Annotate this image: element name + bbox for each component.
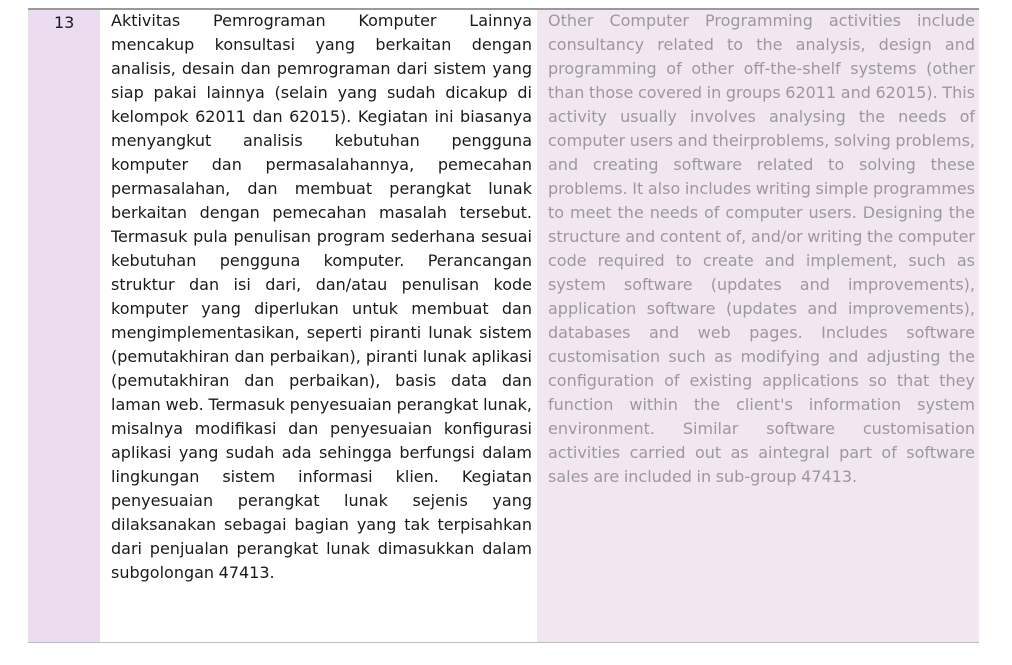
- indonesian-description-text: Aktivitas Pemrograman Komputer Lainnya mencakup konsultasi yang berkaitan dengan analisis, desain dan pemrograman dari sistem yang siap pakai lainnya (selain yang sudah dicakup di kelompok 62011 dan 62015). Kegiatan ini biasanya menyangkut analisis kebutuhan pengguna komputer dan permasalahannya, pemecahan permasalahan, dan membuat perangkat lunak berkaitan dengan pemecahan masalah tersebut. Termasuk pula penulisan program sederhana sesuai kebutuhan pengguna komputer. Perancangan struktur dan isi dari, dan/atau penulisan kode komputer yang diperlukan untuk membuat dan mengimplementasikan, seperti piranti lunak sistem (pemutakhiran dan perbaikan), piranti lunak aplikasi (pemutakhiran dan perbaikan), basis data dan laman web. Termasuk penyesuaian perangkat lunak, misalnya modifikasi dan penyesuaian konfigurasi aplikasi yang sudah ada sehingga berfungsi dalam lingkungan sistem informasi klien. Kegiatan penyesuaian perangkat lunak sejenis yang dilaksanakan sebagai bagian yang tak terpisahkan dari penjualan perangkat lunak dimasukkan dalam subgolongan 47413.: [111, 11, 532, 582]
- english-description-text: Other Computer Programming activities include consultancy related to the analysis, design and programming of other off-the-shelf systems (other than those covered in groups 62011 and 62015). This activity usually involves analysing the needs of computer users and theirproblems, solving problems, and creating software related to solving these problems. It also includes writing simple programmes to meet the needs of computer users. Designing the structure and content of, and/or writing the computer code required to create and implement, such as system software (updates and improvements), application software (updates and improvements), databases and web pages. Includes software customisation such as modifying and adjusting the configuration of existing applications so that they function within the client's information system environment. Similar software customisation activities carried out as aintegral part of software sales are included in sub-group 47413.: [548, 11, 975, 486]
- row-number: 13: [54, 13, 75, 32]
- table-bottom-border: [28, 642, 979, 643]
- row-number-cell: [28, 10, 100, 642]
